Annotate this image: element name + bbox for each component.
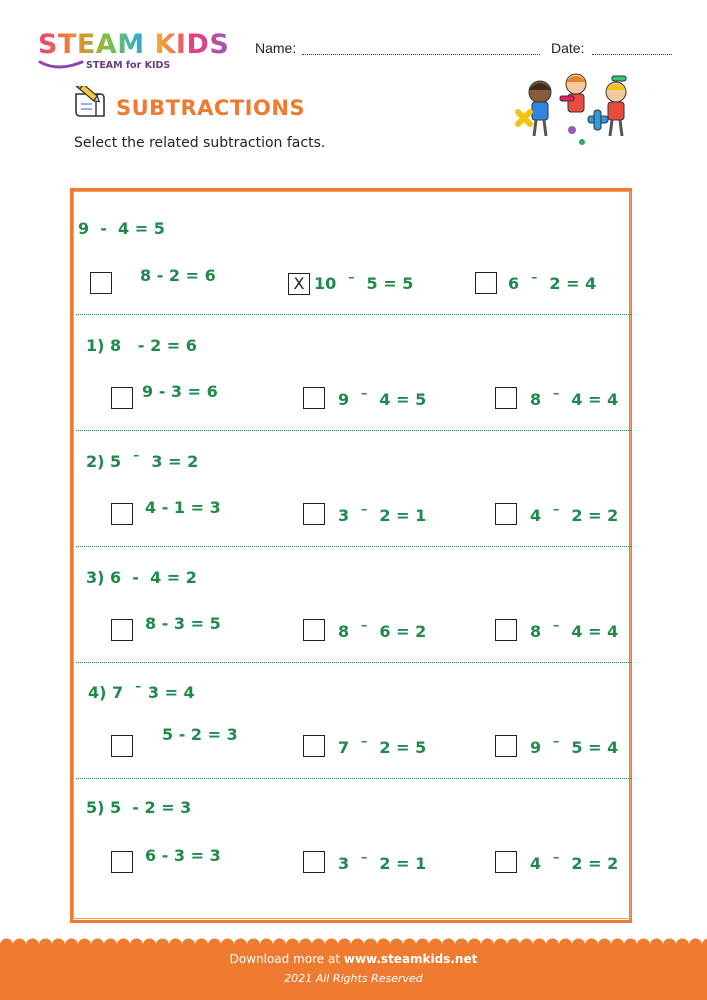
problem-question: 5) 5 - 2 = 3	[86, 798, 192, 817]
answer-checkbox[interactable]	[303, 851, 325, 873]
worksheet-title: SUBTRACTIONS	[116, 96, 306, 120]
answer-option: 8 - 2 = 6	[140, 266, 216, 285]
answer-checkbox[interactable]	[475, 272, 497, 294]
answer-option: 9 ˉ 4 = 5	[338, 390, 427, 409]
problem-question: 1) 8 - 2 = 6	[86, 336, 197, 355]
answer-checkbox[interactable]	[111, 851, 133, 873]
brand-name-kids: KIDS	[154, 29, 230, 60]
answer-checkbox[interactable]	[495, 735, 517, 757]
brand-tagline: STEAM for KIDS	[86, 60, 171, 71]
answer-checkbox[interactable]	[111, 735, 133, 757]
brand-swoosh-icon	[38, 58, 84, 72]
answer-option: 8 ˉ 4 = 4	[530, 622, 619, 641]
answer-option: 8 ˉ 4 = 4	[530, 390, 619, 409]
answer-checkbox[interactable]	[303, 735, 325, 757]
answer-checkbox[interactable]	[495, 619, 517, 641]
section-divider	[76, 430, 631, 431]
brand-name-steam: STEAM	[38, 29, 145, 60]
date-label: Date:	[551, 40, 585, 56]
answer-option: 10 ˉ 5 = 5	[314, 274, 414, 293]
answer-option: 9 - 3 = 6	[142, 382, 218, 401]
answer-option: 4 ˉ 2 = 2	[530, 506, 619, 525]
footer-download-link[interactable]: www.steamkids.net	[343, 952, 478, 966]
answer-option: 6 ˉ 2 = 4	[508, 274, 597, 293]
section-divider	[76, 778, 631, 779]
section-divider	[76, 546, 631, 547]
worksheet-instructions: Select the related subtraction facts.	[74, 135, 326, 151]
date-field[interactable]	[592, 54, 672, 55]
answer-option: 8 ˉ 6 = 2	[338, 622, 427, 641]
footer-copyright: 2021 All Rights Reserved	[284, 972, 423, 985]
answer-checkbox[interactable]	[303, 387, 325, 409]
answer-checkbox[interactable]	[303, 619, 325, 641]
answer-option: 4 - 1 = 3	[145, 498, 221, 517]
problem-question: 3) 6 - 4 = 2	[86, 568, 197, 587]
name-label: Name:	[255, 40, 297, 56]
answer-option: 3 ˉ 2 = 1	[338, 854, 427, 873]
section-divider	[76, 314, 631, 315]
kids-math-illustration	[512, 70, 642, 156]
example-question: 9 - 4 = 5	[78, 219, 165, 238]
section-divider	[76, 662, 631, 663]
problem-question: 4) 7 ˉ 3 = 4	[88, 683, 195, 702]
answer-checkbox[interactable]	[495, 851, 517, 873]
answer-checkbox[interactable]	[303, 503, 325, 525]
footer-download-prefix: Download more at	[229, 952, 341, 966]
answer-option: 5 - 2 = 3	[162, 725, 238, 744]
name-field[interactable]	[302, 54, 540, 55]
answer-option: 4 ˉ 2 = 2	[530, 854, 619, 873]
answer-option: 3 ˉ 2 = 1	[338, 506, 427, 525]
answer-option: 8 - 3 = 5	[145, 614, 221, 633]
answer-checkbox[interactable]	[495, 503, 517, 525]
answer-checkbox[interactable]	[111, 619, 133, 641]
answer-checkbox[interactable]	[90, 272, 112, 294]
answer-option: 9 ˉ 5 = 4	[530, 738, 619, 757]
pencil-paper-icon	[70, 86, 110, 122]
answer-option: 6 - 3 = 3	[145, 846, 221, 865]
brand-logo	[38, 30, 238, 80]
answer-checkbox[interactable]	[111, 503, 133, 525]
answer-checkbox[interactable]	[111, 387, 133, 409]
answer-checkbox-checked[interactable]: X	[288, 273, 310, 295]
answer-option: 7 ˉ 2 = 5	[338, 738, 427, 757]
answer-checkbox[interactable]	[495, 387, 517, 409]
footer-download	[0, 952, 707, 966]
problem-question: 2) 5 ˉ 3 = 2	[86, 452, 199, 471]
